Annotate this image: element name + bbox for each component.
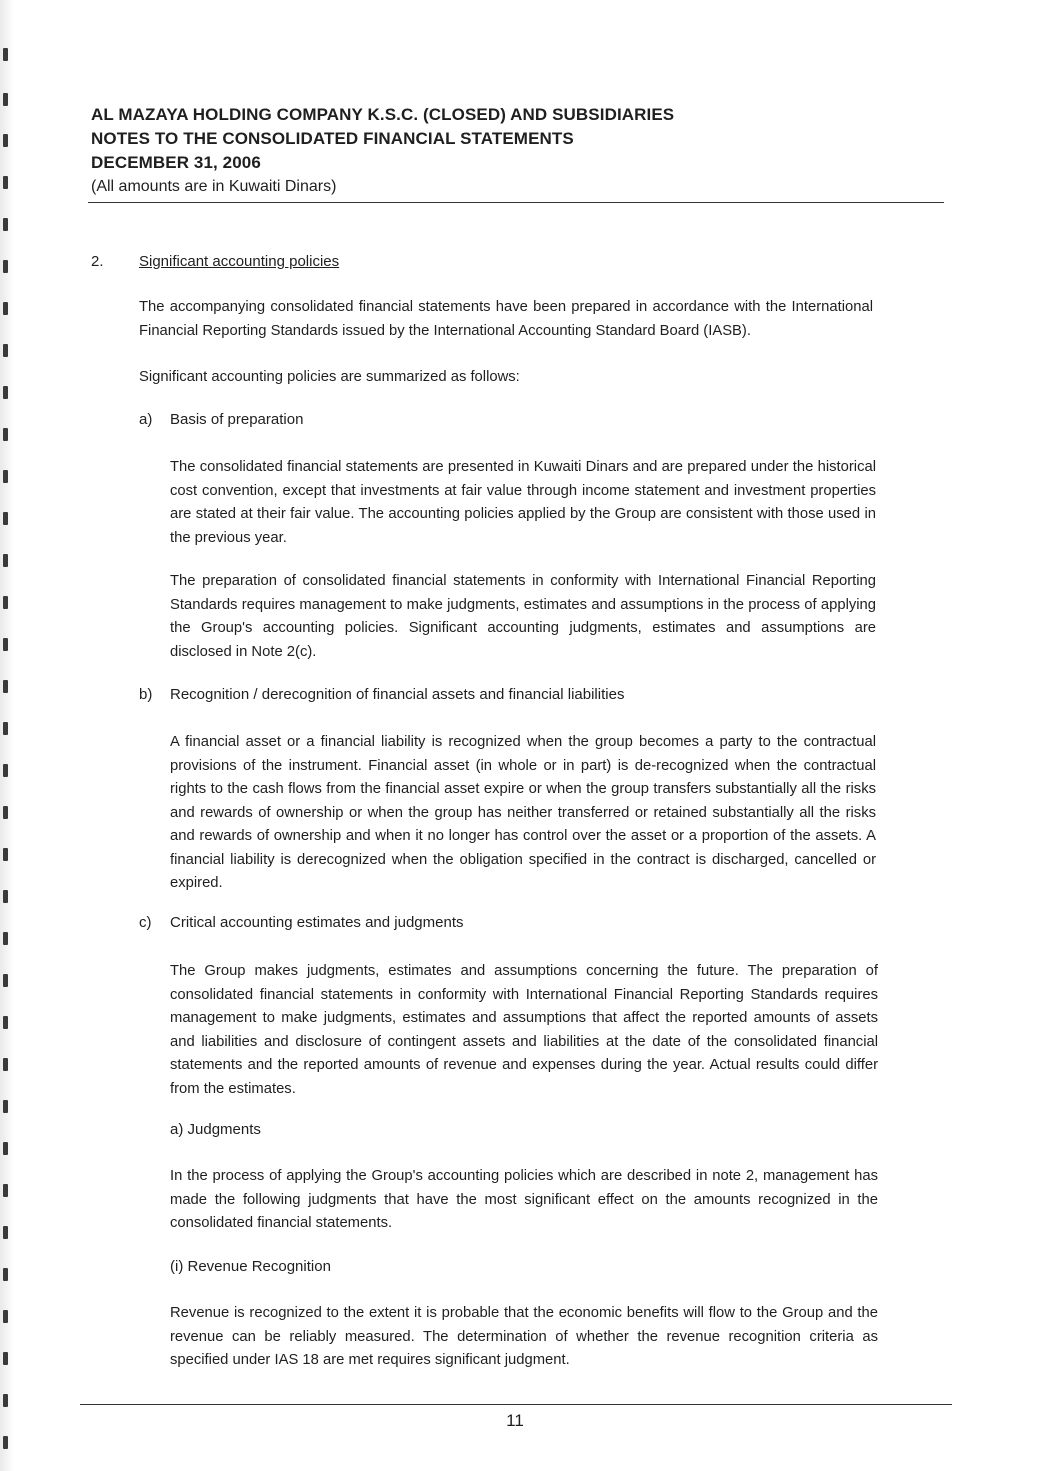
currency-note: (All amounts are in Kuwaiti Dinars) <box>91 178 337 195</box>
binding-mark <box>3 176 8 189</box>
document-title: NOTES TO THE CONSOLIDATED FINANCIAL STATEMENTS <box>91 129 574 148</box>
judgments-title: a) Judgments <box>170 1121 261 1138</box>
binding-mark <box>3 260 8 273</box>
binding-mark <box>3 638 8 651</box>
item-b-title: Recognition / derecognition of financial assets and financial liabilities <box>170 686 625 703</box>
item-b-paragraph-1: A financial asset or a financial liability is recognized when the group becomes a party to the contractual provisions of the instrument. Financial asset (in whole or in part) is de-recognized when the contractual rights to the cash flows from the financial asset expire or when the group transfers substantially all the risks and rewards of ownership or when the group has neither transferred or retained substantially all the risks and rewards of ownership and when it no longer has control over the asset or a proportion of the assets. A financial liability is derecognized when the obligation specified in the contract is discharged, cancelled or expired. <box>170 734 876 891</box>
binding-mark <box>3 932 8 945</box>
item-b-marker: b) <box>139 686 153 703</box>
binding-mark <box>3 680 8 693</box>
binding-mark <box>3 48 8 61</box>
binding-mark <box>3 428 8 441</box>
binding-mark <box>3 386 8 399</box>
section-title: Significant accounting policies <box>139 253 340 270</box>
binding-mark <box>3 1058 8 1071</box>
binding-mark <box>3 1310 8 1323</box>
binding-mark <box>3 1016 8 1029</box>
binding-mark <box>3 764 8 777</box>
revenue-recognition-paragraph: Revenue is recognized to the extent it is probable that the economic benefits will flow to the Group and the revenue can be reliably measured. The determination of whether the revenue recognition criteria as specified under IAS 18 are met requires significant judgment. <box>170 1305 878 1368</box>
binding-mark <box>3 470 8 483</box>
page-number: 11 <box>506 1411 524 1430</box>
binding-mark <box>3 554 8 567</box>
binding-mark <box>3 512 8 525</box>
section-intro: The accompanying consolidated financial statements have been prepared in accordance with the International Financial Reporting Standards issued by the International Accounting Standard Board (IASB). <box>139 299 873 339</box>
binding-mark <box>3 344 8 357</box>
binding-mark <box>3 1436 8 1449</box>
binding-mark <box>3 134 8 147</box>
binding-mark <box>3 1226 8 1239</box>
binding-mark <box>3 890 8 903</box>
binding-mark <box>3 1268 8 1281</box>
section-summary: Significant accounting policies are summarized as follows: <box>139 369 520 385</box>
binding-mark <box>3 722 8 735</box>
binding-mark <box>3 806 8 819</box>
binding-mark <box>3 218 8 231</box>
binding-mark <box>3 93 8 106</box>
item-c-paragraph-1: The Group makes judgments, estimates and assumptions concerning the future. The preparation of consolidated financial statements in conformity with International Financial Reporting Standards requires management to make judgments, estimates and assumptions that affect the reported amounts of assets and liabilities and disclosure of contingent assets and liabilities at the date of the consolidated financial statements and the reported amounts of revenue and expenses during the year. Actual results could differ from the estimates. <box>170 963 878 1097</box>
header-divider <box>88 202 944 203</box>
binding-mark <box>3 596 8 609</box>
item-a-paragraph-1: The consolidated financial statements are presented in Kuwaiti Dinars and are prepared under the historical cost convention, except that investments at fair value through income statement and investment properties are stated at their fair value. The accounting policies applied by the Group are consistent with those used in the previous year. <box>170 459 876 546</box>
section-number: 2. <box>91 253 104 270</box>
report-date: DECEMBER 31, 2006 <box>91 153 261 172</box>
item-c-marker: c) <box>139 914 152 931</box>
binding-mark <box>3 1352 8 1365</box>
binding-mark <box>3 1394 8 1407</box>
item-a-title: Basis of preparation <box>170 411 304 428</box>
company-name: AL MAZAYA HOLDING COMPANY K.S.C. (CLOSED) AND SUBSIDIARIES <box>91 105 675 124</box>
binding-mark <box>3 1142 8 1155</box>
binding-mark <box>3 302 8 315</box>
item-a-marker: a) <box>139 411 153 428</box>
item-c-title: Critical accounting estimates and judgments <box>170 914 464 931</box>
binding-mark <box>3 1184 8 1197</box>
item-a-paragraph-2: The preparation of consolidated financial statements in conformity with International Financial Reporting Standards requires management to make judgments, estimates and assumptions in the process of applying the Group's accounting policies. Significant accounting judgments, estimates and assumptions are disclosed in Note 2(c). <box>170 573 876 660</box>
revenue-recognition-title: (i) Revenue Recognition <box>170 1258 331 1275</box>
binding-mark <box>3 848 8 861</box>
binding-mark <box>3 1100 8 1113</box>
page-header <box>91 103 951 199</box>
footer-divider <box>80 1404 952 1405</box>
judgments-paragraph: In the process of applying the Group's accounting policies which are described in note 2, management has made the following judgments that have the most significant effect on the amounts recognized in the consolidated financial statements. <box>170 1168 878 1231</box>
binding-mark <box>3 974 8 987</box>
binding-edge <box>0 0 14 1471</box>
